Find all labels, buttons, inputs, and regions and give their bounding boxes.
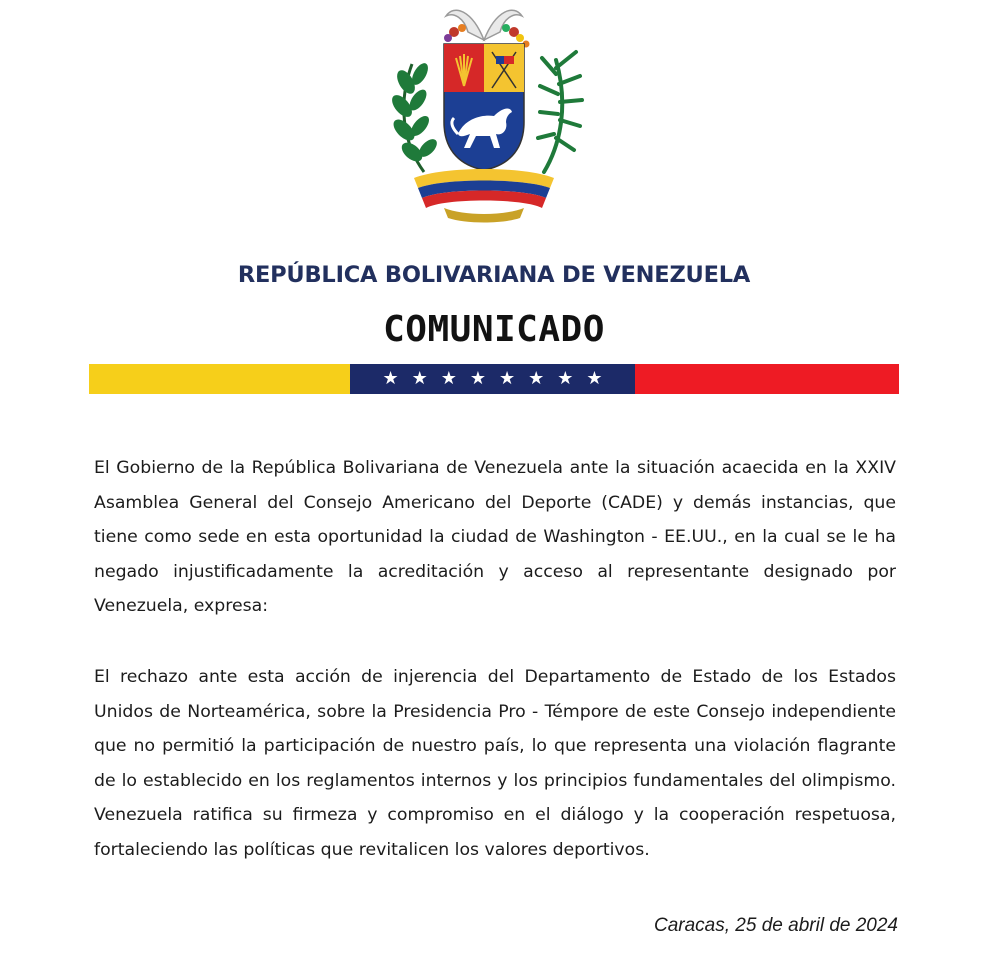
star-icon: ★ [528, 368, 545, 389]
flag-color-bar [89, 364, 899, 394]
star-icon: ★ [440, 368, 457, 389]
star-icon: ★ [469, 368, 486, 389]
flag-red-stripe [635, 364, 899, 394]
flag-yellow-stripe [89, 364, 350, 394]
coat-of-arms-of-venezuela-icon [384, 2, 584, 226]
palm-branch-icon [538, 52, 582, 172]
cornucopia-icon [444, 10, 530, 47]
star-icon: ★ [382, 368, 399, 389]
flag-blue-stripe [350, 364, 635, 394]
country-name: REPÚBLICA BOLIVARIANA DE VENEZUELA [237, 262, 751, 288]
document-title: COMUNICADO [383, 309, 605, 350]
star-icon: ★ [411, 368, 428, 389]
star-icon: ★ [557, 368, 574, 389]
body-paragraph: El Gobierno de la República Bolivariana de Venezuela ante la situación acaecida en la XXIV Asamblea General del Consejo Americano del Deporte (CADE) y demás instancias, que tiene como sede en esta oportunidad la ciudad de Washington - EE.UU., en la cual se le ha negado injustificadamente la acreditación y acceso al representante designado por Venezuela, expresa: [94, 458, 896, 616]
shield-icon [444, 44, 524, 170]
laurel-branch-icon [388, 61, 440, 172]
ribbon-icon [414, 169, 554, 223]
star-icon: ★ [499, 368, 516, 389]
body-paragraph: El rechazo ante esta acción de injerencia del Departamento de Estado de los Estados Unidos de Norteamérica, sobre la Presidencia Pro - Témpore de este Consejo independiente que no permitió la participación de nuestro país, lo que representa una violación flagrante de lo establecido en los reglamentos internos y los principios fundamentales del olimpismo. Venezuela ratifica su firmeza y compromiso en el diálogo y la cooperación respetuosa, fortaleciendo las políticas que revitalicen los valores deportivos. [94, 667, 896, 860]
star-icon: ★ [586, 368, 603, 389]
place-and-date: Caracas, 25 de abril de 2024 [654, 915, 898, 936]
